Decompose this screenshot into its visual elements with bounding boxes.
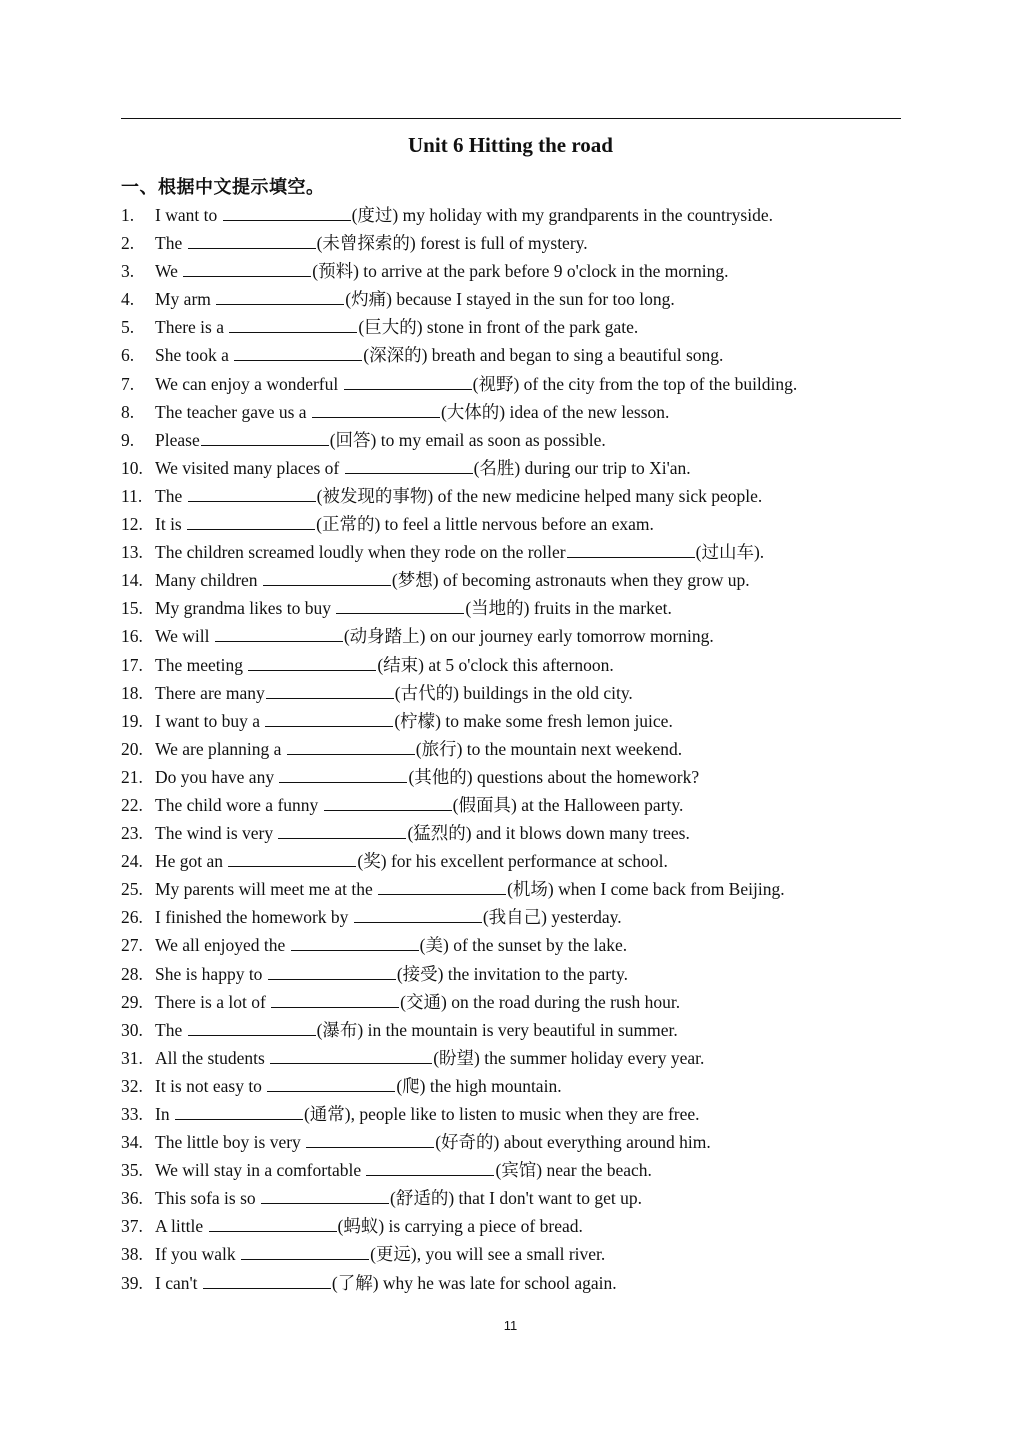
question-text [155,1240,605,1268]
chinese-hint: (接受) [396,963,444,984]
question-text [155,201,773,229]
question-number: 33. [121,1104,143,1124]
question-number: 32. [121,1075,143,1096]
question-text [155,454,691,482]
chinese-hint: (机场) [507,879,554,900]
question-item [121,426,901,454]
question-number: 34. [121,1132,143,1153]
question-text-after: the high mountain. [425,1075,562,1096]
question-text-after: questions about the homework? [472,766,700,787]
answer-blank[interactable] [261,1185,389,1204]
chinese-hint: (灼痛) [345,289,392,310]
question-item [121,1156,901,1184]
chinese-hint: (被发现的事物) [316,485,434,506]
question-text-after: because I stayed in the sun for too long. [391,289,675,310]
question-text-after: forest is full of mystery. [415,233,588,254]
question-text-before: We will stay in a comfortable [155,1160,366,1181]
answer-blank[interactable] [223,202,351,221]
question-number: 25. [121,879,143,900]
answer-blank[interactable] [279,764,407,783]
chinese-hint: (猛烈的) [407,823,472,844]
question-text [155,341,723,369]
question-text [155,903,622,931]
question-text-before: The [155,485,187,506]
question-number: 13. [121,542,143,563]
question-text [155,538,764,566]
question-text-after: yesterday. [546,907,622,928]
chinese-hint: (美) [419,935,449,956]
answer-blank[interactable] [344,371,472,390]
question-item [121,931,901,959]
question-number: 36. [121,1188,143,1209]
question-text-after: to my email as soon as possible. [376,429,606,450]
question-text [155,931,627,959]
question-item [121,1212,901,1240]
question-item [121,482,901,510]
answer-blank[interactable] [263,567,391,586]
question-item [121,1016,901,1044]
answer-blank[interactable] [266,680,394,699]
chinese-hint: (深深的) [363,345,428,366]
question-text-after: , people like to listen to music when they are free. [350,1104,700,1124]
question-text [155,285,675,313]
question-text-after: to make some fresh lemon juice. [441,710,673,731]
answer-blank[interactable] [306,1129,434,1148]
question-number: 39. [121,1272,143,1293]
question-text [155,1016,678,1044]
answer-blank[interactable] [366,1157,494,1176]
question-text [155,313,638,341]
question-number: 5. [121,317,135,338]
chinese-hint: (爬) [396,1075,426,1096]
question-text [155,707,673,735]
question-text-before: The meeting [155,654,248,675]
question-number: 35. [121,1160,143,1181]
chinese-hint: (蚂蚁) [337,1216,385,1237]
question-text [155,1156,652,1184]
question-text-before: We can enjoy a wonderful [155,373,343,394]
question-text-before: The teacher gave us a [155,401,311,422]
chinese-hint: (了解) [331,1272,379,1293]
question-text-before: The little boy is very [155,1132,306,1153]
question-item [121,201,901,229]
answer-blank[interactable] [183,258,311,277]
chinese-hint: (动身踏上) [343,626,426,647]
question-number: 12. [121,514,143,535]
question-number: 11. [121,485,143,506]
question-number: 14. [121,570,143,591]
question-text-before: There is a [155,317,229,338]
question-item [121,1044,901,1072]
chinese-hint: (预料) [312,261,359,282]
question-text-after: and it blows down many trees. [471,823,690,844]
question-text-before: The [155,1019,187,1040]
question-text-before: The [155,233,187,254]
question-number: 19. [121,710,143,731]
question-text-before: It is [155,514,187,535]
question-text [155,229,588,257]
question-number: 30. [121,1019,143,1040]
question-text-after: breath and began to sing a beautiful song. [427,345,724,366]
chinese-hint: (其他的) [408,766,473,787]
question-item [121,791,901,819]
question-item [121,313,901,341]
question-text-before: We are planning a [155,738,286,759]
question-text-after: buildings in the old city. [458,682,633,703]
question-text [155,819,690,847]
question-text-before: Many children [155,570,262,591]
question-text-before: My parents will meet me at the [155,879,378,900]
question-text-before: If you walk [155,1244,241,1265]
question-number: 16. [121,626,143,647]
question-item [121,960,901,988]
question-text-before: Please [155,429,200,450]
question-text-before: There are many [155,682,265,703]
question-text [155,1212,583,1240]
question-item [121,454,901,482]
question-text-after: at 5 o'clock this afternoon. [423,654,614,675]
question-text [155,566,750,594]
answer-blank[interactable] [203,1270,331,1289]
answer-blank[interactable] [271,989,399,1008]
answer-blank[interactable] [270,1045,432,1064]
answer-blank[interactable] [188,483,316,502]
question-text [155,257,728,285]
question-item [121,763,901,791]
answer-blank[interactable] [201,427,329,446]
header-rule [121,118,901,119]
question-number: 28. [121,963,143,984]
question-item [121,1269,901,1297]
question-text-after: of the city from the top of the building. [519,373,798,394]
question-item [121,622,901,650]
answer-blank[interactable] [228,848,356,867]
question-text [155,370,797,398]
question-number: 37. [121,1216,143,1237]
question-item [121,594,901,622]
question-number: 7. [121,373,135,394]
chinese-hint: (梦想) [391,570,439,591]
question-text-before: She took a [155,345,234,366]
answer-blank[interactable] [312,399,440,418]
question-text-before: I finished the homework by [155,907,353,928]
answer-blank[interactable] [188,1017,316,1036]
answer-blank[interactable] [378,876,506,895]
question-text-after: to feel a little nervous before an exam. [380,514,654,535]
question-text-after: my holiday with my grandparents in the countryside. [398,205,773,225]
chinese-hint: (盼望) [433,1047,480,1068]
answer-blank[interactable] [336,595,464,614]
question-text-after: at the Halloween party. [516,794,684,815]
question-text-before: We [155,261,183,282]
question-item [121,1072,901,1100]
question-number: 18. [121,682,143,703]
question-text-after: why he was late for school again. [378,1272,617,1293]
answer-blank[interactable] [267,1073,395,1092]
question-number: 26. [121,907,143,928]
question-text-after: the invitation to the party. [443,963,628,984]
question-text-after: of the new medicine helped many sick people. [433,485,763,506]
page-number: 11 [503,1318,518,1333]
question-text-after: in the mountain is very beautiful in summer. [363,1019,678,1040]
question-number: 15. [121,598,143,619]
question-text-before: This sofa is so [155,1188,260,1209]
chinese-hint: (柠檬) [394,710,442,731]
chinese-hint: (未曾探索的) [316,233,416,254]
answer-blank[interactable] [287,736,415,755]
question-number: 2. [121,233,135,254]
question-text-before: My grandma likes to buy [155,598,336,619]
question-text [155,735,682,763]
question-text-after: stone in front of the park gate. [422,317,639,338]
question-number: 9. [121,429,135,450]
question-text-after: on our journey early tomorrow morning. [425,626,714,647]
question-text [155,398,669,426]
question-number: 6. [121,345,135,366]
question-item [121,566,901,594]
question-number: 17. [121,654,143,675]
chinese-hint: (旅行) [415,738,463,759]
chinese-hint: (结束) [377,654,424,675]
question-number: 23. [121,823,143,844]
question-text-before: I want to buy a [155,710,265,731]
question-item [121,679,901,707]
question-text [155,679,633,707]
question-number: 4. [121,289,135,310]
question-text-before: A little [155,1216,208,1237]
answer-blank[interactable] [188,230,316,249]
answer-blank[interactable] [209,1213,337,1232]
question-item [121,257,901,285]
question-number: 1. [121,205,135,225]
question-text-after: is carrying a piece of bread. [384,1216,583,1237]
question-text-after: the summer holiday every year. [479,1047,705,1068]
answer-blank[interactable] [175,1101,303,1120]
chinese-hint: (瀑布) [316,1019,364,1040]
question-text-after: of becoming astronauts when they grow up. [438,570,750,591]
question-number: 38. [121,1244,143,1265]
question-text-after: idea of the new lesson. [505,401,670,422]
question-number: 3. [121,261,135,282]
question-text-after: , you will see a small river. [416,1244,606,1265]
answer-blank[interactable] [567,539,695,558]
question-item [121,988,901,1016]
question-text-after: to arrive at the park before 9 o'clock in the morning. [358,261,729,282]
page-title: Unit 6 Hitting the road [408,133,613,157]
question-text-after: near the beach. [542,1160,652,1181]
question-number: 22. [121,794,143,815]
question-text-before: My arm [155,289,216,310]
question-text [155,791,683,819]
question-text [155,1100,700,1128]
question-text [155,510,654,538]
question-item [121,875,901,903]
question-item [121,1100,901,1128]
question-text [155,1184,642,1212]
chinese-hint: (当地的) [465,598,530,619]
question-text-before: I want to [155,205,222,225]
question-text [155,1072,562,1100]
chinese-hint: (正常的) [316,514,381,535]
question-text-before: There is a lot of [155,991,271,1012]
question-text-before: The child wore a funny [155,794,323,815]
chinese-hint: (度过) [351,205,399,225]
chinese-hint: (名胜) [473,457,521,478]
question-text [155,622,714,650]
question-number: 29. [121,991,143,1012]
question-text-before: The children screamed loudly when they rode on the roller [155,542,566,563]
question-item [121,538,901,566]
question-text-before: All the students [155,1047,270,1068]
chinese-hint: (大体的) [440,401,506,422]
question-text-after: to the mountain next weekend. [462,738,683,759]
chinese-hint: (回答) [329,429,377,450]
question-item [121,735,901,763]
chinese-hint: (我自己) [482,907,547,928]
chinese-hint: (巨大的) [358,317,423,338]
question-text-after: about everything around him. [499,1132,711,1153]
answer-blank[interactable] [215,623,343,642]
question-text-before: He got an [155,851,228,872]
answer-blank[interactable] [229,314,357,333]
question-text-before: We will [155,626,214,647]
answer-blank[interactable] [324,792,452,811]
question-text-after: during our trip to Xi'an. [520,457,691,478]
answer-blank[interactable] [248,652,376,671]
chinese-hint: (视野) [472,373,520,394]
chinese-hint: (假面具) [452,794,517,815]
answer-blank[interactable] [187,511,315,530]
question-item [121,229,901,257]
chinese-hint: (奖) [357,851,387,872]
question-item [121,370,901,398]
question-text [155,594,672,622]
question-text-after: for his excellent performance at school. [386,851,668,872]
chinese-hint: (好奇的) [435,1132,500,1153]
question-text-after: when I come back from Beijing. [553,879,785,900]
question-text-before: It is not easy to [155,1075,267,1096]
answer-blank[interactable] [268,961,396,980]
question-text-after: that I don't want to get up. [454,1188,642,1209]
chinese-hint: (舒适的) [390,1188,455,1209]
question-text-after: of the sunset by the lake. [448,935,628,956]
answer-blank[interactable] [241,1241,369,1260]
question-text [155,426,606,454]
answer-blank[interactable] [345,455,473,474]
question-text-before: We visited many places of [155,457,344,478]
question-item [121,651,901,679]
question-number: 10. [121,457,143,478]
chinese-hint: (古代的) [394,682,459,703]
answer-blank[interactable] [278,820,406,839]
question-text-before: The wind is very [155,823,278,844]
question-text-before: She is happy to [155,963,267,984]
question-list [121,201,901,1297]
question-number: 27. [121,935,143,956]
question-text [155,1044,704,1072]
question-text [155,875,785,903]
chinese-hint: (通常) [303,1104,351,1124]
chinese-hint: (更远) [370,1244,417,1265]
question-text-after: on the road during the rush hour. [446,991,681,1012]
question-text-after: fruits in the market. [529,598,672,619]
question-item [121,285,901,313]
section-heading: 一、根据中文提示填空。 [121,177,325,197]
question-text-before: Do you have any [155,766,279,787]
question-text [155,763,699,791]
answer-blank[interactable] [354,904,482,923]
question-text [155,1269,617,1297]
question-text-before: I can't [155,1272,202,1293]
question-number: 31. [121,1047,143,1068]
question-text [155,651,614,679]
question-item [121,1240,901,1268]
question-number: 8. [121,401,135,422]
chinese-hint: (宾馆) [495,1160,543,1181]
question-text [155,988,680,1016]
question-item [121,903,901,931]
question-text [155,1128,711,1156]
question-item [121,819,901,847]
answer-blank[interactable] [291,932,419,951]
question-item [121,1184,901,1212]
answer-blank[interactable] [216,286,344,305]
question-item [121,398,901,426]
question-text [155,482,762,510]
answer-blank[interactable] [265,708,393,727]
question-text-before: We all enjoyed the [155,935,290,956]
question-number: 20. [121,738,143,759]
question-text [155,960,628,988]
question-item [121,510,901,538]
chinese-hint: (过山车). [695,542,765,563]
question-text [155,847,668,875]
question-item [121,707,901,735]
question-item [121,1128,901,1156]
question-text-before: In [155,1104,174,1124]
question-number: 21. [121,766,143,787]
answer-blank[interactable] [234,342,362,361]
question-number: 24. [121,851,143,872]
chinese-hint: (交通) [400,991,447,1012]
question-item [121,341,901,369]
question-item [121,847,901,875]
